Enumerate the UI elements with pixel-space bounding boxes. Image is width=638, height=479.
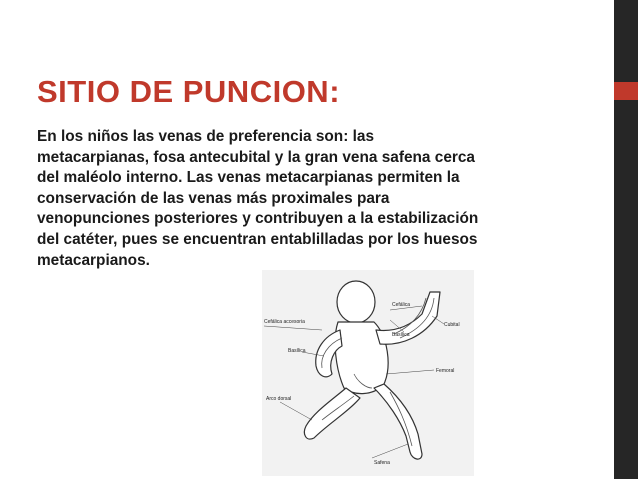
- infant-veins-illustration: [262, 270, 474, 476]
- label-cefalica-accesoria: Cefálica accesoria: [264, 319, 305, 325]
- body-line: venopunciones posteriores y contribuyen a la estabilización: [37, 210, 479, 228]
- body-line: conservación de las venas más proximales para: [37, 189, 390, 207]
- label-cubital: Cubital: [444, 322, 460, 328]
- label-femoral: Femoral: [436, 368, 455, 374]
- label-cefalica: Cefálica: [392, 302, 411, 308]
- slide-title: SITIO DE PUNCION:: [37, 74, 341, 109]
- infant-left-leg: [304, 388, 360, 439]
- side-bar: [614, 0, 638, 479]
- body-text: [37, 127, 577, 271]
- label-safena: Safena: [374, 460, 390, 466]
- body-line: En los niños las venas de preferencia son: las: [37, 128, 375, 145]
- body-line: del maléolo interno. Las venas metacarpianas permiten la: [37, 169, 460, 187]
- infant-veins-drawing: [262, 270, 474, 476]
- body-line: del catéter, pues se encuentran entablilladas por los huesos: [37, 230, 478, 248]
- side-accent: [614, 82, 638, 100]
- label-arco-dorsal: Arco dorsal: [266, 396, 292, 402]
- label-basilica-upper: Basílica: [392, 332, 410, 338]
- label-basilica-lower: Basílica: [288, 348, 306, 354]
- body-line: metacarpianos.: [37, 251, 150, 269]
- body-line: metacarpianas, fosa antecubital y la gran vena safena cerca: [37, 148, 475, 166]
- infant-head: [337, 281, 375, 323]
